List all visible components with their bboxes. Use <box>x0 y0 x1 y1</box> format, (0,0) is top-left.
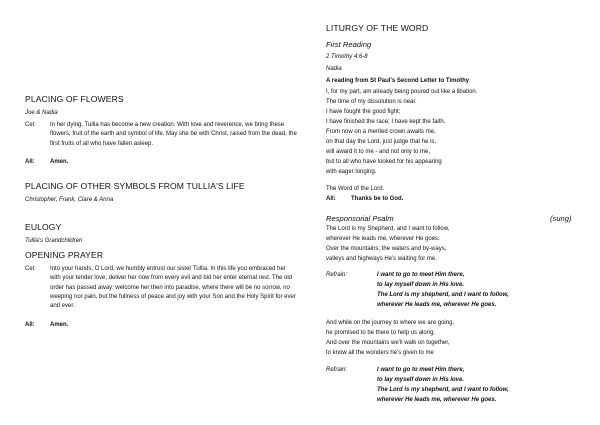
refrain-line: The Lord is my shepherd, and I want to follow, <box>377 292 509 298</box>
reading-all-label: All: <box>326 196 336 202</box>
refrain-label: Refrain: <box>326 272 348 278</box>
refrain-line: wherever He leads me, wherever He goes. <box>377 302 497 308</box>
reading-line: I have fought the good fight; <box>326 109 401 115</box>
prayer-cel-row <box>25 265 297 325</box>
eulogy-names: Tullia's Grandchildren <box>25 238 83 244</box>
prayer-title: OPENING PRAYER <box>25 250 104 260</box>
reading-closing: The Word of the Lord. <box>326 186 385 192</box>
first-reading-intro: A reading from St Paul's Second Letter to Timothy <box>326 78 470 84</box>
refrain-line: I want to go to meet Him there, <box>377 272 465 278</box>
reading-line: I have finished the race; I have kept the faith. <box>326 119 446 125</box>
reading-line: but to all who have looked for his appearing <box>326 159 442 165</box>
flowers-all-text: Amen. <box>50 159 69 165</box>
flowers-names: Joe & Nadia <box>25 110 58 116</box>
psalm-note: (sung) <box>550 214 572 223</box>
first-reading-ref: 2 Timothy 4:6-8 <box>326 54 368 60</box>
reading-all-text: Thanks be to God. <box>351 196 404 202</box>
reading-line: will award it to me - and not only to me, <box>326 149 431 155</box>
cel-label: Cel: <box>25 122 36 128</box>
reading-line: on that day the Lord, just judge that he is, <box>326 139 437 145</box>
all-label: All: <box>25 322 35 328</box>
eulogy-title: EULOGY <box>25 222 62 232</box>
prayer-cel-text: Into your hands, O Lord, we humbly entrust our sister Tullia. In this life you embraced her with your tender love; deliver her now from every evil and bid her enter eternal rest. The old order has passed away: welcome her then into paradise, where there will be no sorrow, no weeping nor pain, but the fullness of peace and joy with your Son and the Holy Spirit for ever and ever. <box>50 266 296 310</box>
first-reading-reader: Nadia <box>326 66 342 72</box>
flowers-all-row <box>25 158 297 168</box>
liturgy-title: LITURGY OF THE WORD <box>326 23 429 33</box>
reading-line: The time of my dissolution is near. <box>326 99 417 105</box>
psalm-line: The Lord is my Shepherd, and I want to follow, <box>326 226 450 232</box>
psalm-line: Over the mountains, the waters and by-ways, <box>326 246 447 252</box>
flowers-cel-text: In her dying, Tullia has become a new creation. With love and reverence, we bring these flowers, fruit of the earth and symbol of life. May she be with Christ, raised from the dead, the first fruits of all who have fallen asleep. <box>50 122 297 147</box>
psalm-line: And while on the journey to where we are going, <box>326 320 455 326</box>
refrain-label: Refrain: <box>326 367 348 373</box>
psalm-line: And over the mountains we'll walk on together, <box>326 340 450 346</box>
flowers-title: PLACING OF FLOWERS <box>25 94 124 104</box>
refrain-line: to lay myself down in His love. <box>377 377 465 383</box>
psalm-line: he promised to be there to help us along. <box>326 330 436 336</box>
refrain-line: I want to go to meet Him there, <box>377 367 465 373</box>
reading-line: with eager longing. <box>326 169 377 175</box>
psalm-line: valleys and highways He's waiting for me. <box>326 256 437 262</box>
refrain-line: to lay myself down in His love. <box>377 282 465 288</box>
psalm-heading: Responsorial Psalm <box>326 214 394 223</box>
cel-label: Cel: <box>25 266 36 272</box>
symbols-title: PLACING OF OTHER SYMBOLS FROM TULLIA'S LIFE <box>25 181 245 191</box>
refrain-line: The Lord is my shepherd, and I want to follow, <box>377 387 509 393</box>
reading-line: I, for my part, am already being poured out like a libation. <box>326 89 478 95</box>
prayer-all-row <box>25 321 297 331</box>
first-reading-heading: First Reading <box>326 40 372 49</box>
psalm-line: wherever He leads me, wherever He goes. <box>326 236 440 242</box>
reading-line: From now on a merited crown awaits me, <box>326 129 436 135</box>
all-label: All: <box>25 159 35 165</box>
psalm-line: to know all the wonders he's given to me <box>326 350 434 356</box>
symbols-names: Christopher, Frank, Clare & Anna <box>25 197 114 203</box>
refrain-line: wherever He leads me, wherever He goes. <box>377 397 497 403</box>
flowers-cel-row <box>25 121 297 161</box>
prayer-all-text: Amen. <box>50 322 69 328</box>
